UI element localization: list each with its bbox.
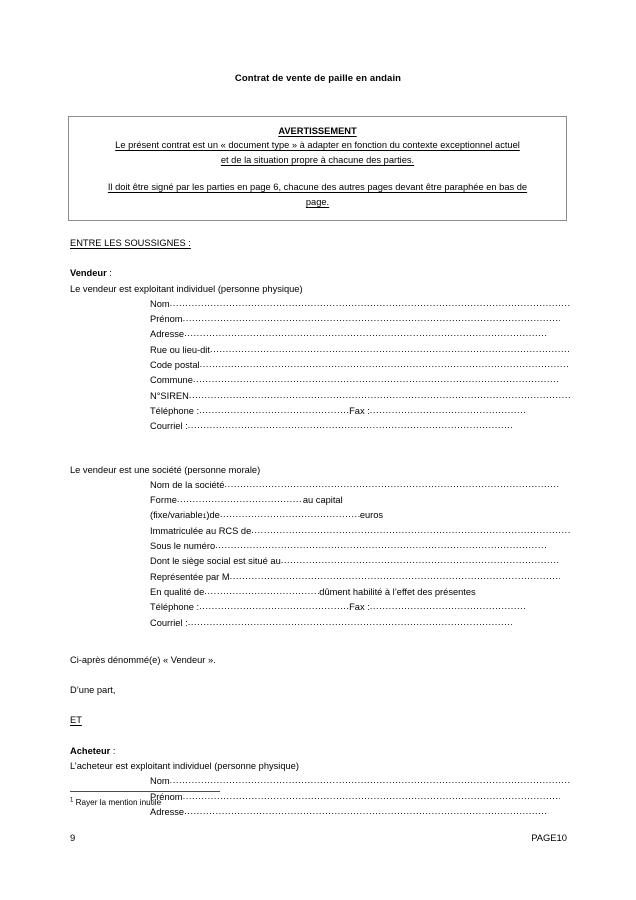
dotted-leader <box>215 539 548 553</box>
warning-line-2: et de la situation propre à chacune des parties. <box>220 154 415 165</box>
courriel-label: Courriel : <box>150 617 188 628</box>
field-row-courriel[interactable] <box>150 419 570 434</box>
vendeur-individual-intro: Le vendeur est exploitant individuel (personne physique) <box>70 283 303 294</box>
field-label-suffix: )de <box>206 510 220 521</box>
footer-right-page: PAGE10 <box>531 832 567 843</box>
field-row-courriel[interactable] <box>150 616 570 631</box>
acheteur-heading-label: Acheteur <box>70 745 111 756</box>
dotted-leader <box>170 297 570 311</box>
field-label: Prénom <box>150 314 183 325</box>
field-label: Nom <box>150 776 170 787</box>
dotted-leader <box>370 600 526 614</box>
dotted-leader <box>199 404 349 418</box>
warning-gap <box>78 167 557 180</box>
field-row[interactable] <box>150 373 570 388</box>
field-row[interactable] <box>150 805 570 820</box>
dotted-leader <box>210 343 570 357</box>
field-label: Dont le siège social est situé au <box>150 556 281 567</box>
dotted-leader <box>251 524 570 538</box>
warning-heading: AVERTISSEMENT <box>278 126 357 136</box>
field-label: Commune <box>150 375 193 386</box>
fax-label: Fax : <box>349 602 370 613</box>
dotted-leader <box>199 600 349 614</box>
footnote-text: Rayer la mention inutile <box>73 798 162 807</box>
field-label: N°SIREN <box>150 390 189 401</box>
entre-les-soussignes-heading: ENTRE LES SOUSSIGNES : <box>70 238 191 248</box>
dotted-leader <box>224 478 560 492</box>
dotted-leader <box>281 554 560 568</box>
field-label: Sous le numéro <box>150 541 216 552</box>
dotted-leader <box>189 389 570 403</box>
dotted-leader <box>220 508 360 522</box>
field-label: Code postal <box>150 360 200 371</box>
dotted-leader <box>184 805 548 819</box>
field-row[interactable] <box>150 524 570 539</box>
field-row-forme[interactable] <box>150 493 570 508</box>
field-label: Adresse <box>150 806 185 817</box>
dotted-leader <box>177 493 303 507</box>
warning-line-3: Il doit être signé par les parties en page 6, chacune des autres pages devant être paraphée en bas de <box>107 182 528 193</box>
telephone-label: Téléphone : <box>150 602 200 613</box>
dotted-leader <box>204 585 319 599</box>
telephone-label: Téléphone : <box>150 405 200 416</box>
field-row-telephone-fax[interactable] <box>150 404 570 419</box>
footer-left-number: 9 <box>70 832 76 843</box>
field-row-qualite[interactable] <box>150 585 570 600</box>
acheteur-heading-colon: : <box>110 745 116 756</box>
acheteur-individual-intro: L’acheteur est exploitant individuel (personne physique) <box>70 761 299 772</box>
field-label: (fixe/variable <box>150 510 203 521</box>
field-row[interactable] <box>150 539 570 554</box>
field-label: En qualité de <box>150 586 205 597</box>
dotted-leader <box>170 774 570 788</box>
field-row[interactable] <box>150 478 570 493</box>
field-label: Nom <box>150 298 170 309</box>
footnote <box>70 797 161 809</box>
forme-tail: au capital <box>302 495 343 506</box>
footnote-marker: 1 <box>70 797 74 804</box>
ci-apres-denomme-vendeur: Ci-après dénommé(e) « Vendeur ». <box>70 654 216 665</box>
field-row-telephone-fax[interactable] <box>150 600 570 615</box>
vendeur-heading <box>70 266 570 281</box>
field-row[interactable] <box>150 570 570 585</box>
dotted-leader <box>183 790 560 804</box>
warning-line-1: Le présent contrat est un « document type » à adapter en fonction du contexte exceptionnel actuel <box>115 140 520 151</box>
et-separator: ET <box>70 715 82 726</box>
une-part: D’une part, <box>70 685 116 696</box>
field-row[interactable] <box>150 554 570 569</box>
field-row[interactable] <box>150 327 570 342</box>
page-title: Contrat de vente de paille en andain <box>234 73 402 84</box>
dotted-leader <box>188 616 512 630</box>
field-label: Immatriculée au RCS de <box>150 525 252 536</box>
fax-label: Fax : <box>349 405 370 416</box>
field-row[interactable] <box>150 358 570 373</box>
field-label: Rue ou lieu-dit <box>150 344 210 355</box>
field-row[interactable] <box>150 297 570 312</box>
dotted-leader <box>370 404 526 418</box>
field-row[interactable] <box>150 389 570 404</box>
field-label: Adresse <box>150 329 185 340</box>
qualite-tail: dûment habilité à l’effet des présentes <box>319 586 476 597</box>
vendeur-heading-label: Vendeur <box>70 268 107 279</box>
vendeur-societe-intro: Le vendeur est une société (personne morale) <box>70 464 261 475</box>
vendeur-heading-colon: : <box>106 268 112 279</box>
field-label: Forme <box>150 495 177 506</box>
field-row[interactable] <box>150 343 570 358</box>
field-label: Prénom <box>150 791 183 802</box>
document-body <box>70 236 570 820</box>
field-row[interactable] <box>150 774 570 789</box>
dotted-leader <box>193 373 560 387</box>
page-footer <box>70 832 567 843</box>
footnote-separator <box>70 791 220 792</box>
dotted-leader <box>188 419 512 433</box>
courriel-label: Courriel : <box>150 421 188 432</box>
acheteur-heading <box>70 744 570 759</box>
dotted-leader <box>230 570 560 584</box>
field-label: Représentée par M <box>150 571 230 582</box>
field-row[interactable] <box>150 312 570 327</box>
dotted-leader <box>200 358 570 372</box>
warning-line-4: page. <box>305 196 330 207</box>
field-row-capital[interactable]: (fixe/variable 1 )de ..... euros <box>150 508 570 523</box>
dotted-leader <box>183 312 560 326</box>
dotted-leader <box>184 327 548 341</box>
warning-box <box>68 116 567 221</box>
capital-tail: euros <box>359 510 384 521</box>
field-label: Nom de la société <box>150 479 225 490</box>
